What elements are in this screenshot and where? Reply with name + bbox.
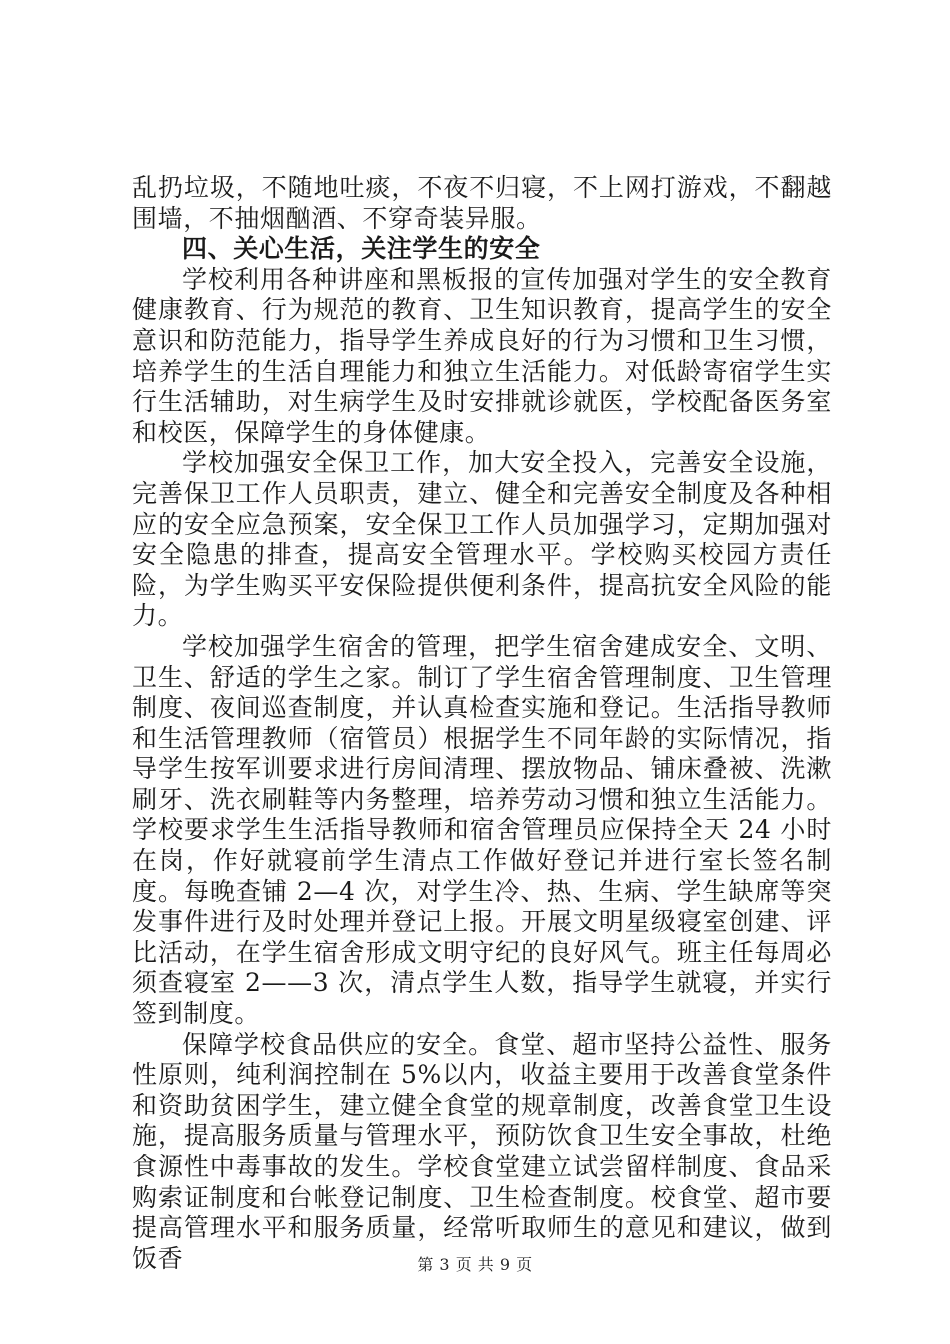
paragraph-security-work: 学校加强安全保卫工作，加大安全投入，完善安全设施，完善保卫工作人员职责，建立、健全和完善安全制度及各种相应的安全应急预案，安全保卫工作人员加强学习，定期加强对安全隐患的排查，提高安全管理水平。学校购买校园方责任险，为学生购买平安保险提供便利条件，提高抗安全风险的能力。 [132, 448, 832, 631]
paragraph-dormitory-management: 学校加强学生宿舍的管理，把学生宿舍建成安全、文明、卫生、舒适的学生之家。制订了学生宿舍管理制度、卫生管理制度、夜间巡查制度，并认真检查实施和登记。生活指导教师和生活管理教师（宿管员）根据学生不同年龄的实际情况，指导学生按军训要求进行房间清理、摆放物品、铺床叠被、洗漱刷牙、洗衣刷鞋等内务整理，培养劳动习惯和独立生活能力。学校要求学生生活指导教师和宿舍管理员应保持全天 24 小时在岗，作好就寝前学生清点工作做好登记并进行室长签名制度。每晚查铺 2—4 次，对学生冷、热、生病、学生缺席等突发事件进行及时处理并登记上报。开展文明星级寝室创建、评比活动，在学生宿舍形成文明守纪的良好风气。班主任每周必须查寝室 2——3 次，清点学生人数，指导学生就寝，并实行签到制度。 [132, 631, 832, 1029]
paragraph-food-safety: 保障学校食品供应的安全。食堂、超市坚持公益性、服务性原则，纯利润控制在 5%以内，收益主要用于改善食堂条件和资助贫困学生，建立健全食堂的规章制度，改善食堂卫生设施，提高服务质量与管理水平，预防饮食卫生安全事故，杜绝食源性中毒事故的发生。学校食堂建立试尝留样制度、食品采购索证制度和台帐登记制度、卫生检查制度。校食堂、超市要提高管理水平和服务质量，经常听取师生的意见和建议，做到饭香 [132, 1029, 832, 1273]
paragraph-safety-education: 学校利用各种讲座和黑板报的宣传加强对学生的安全教育健康教育、行为规范的教育、卫生知识教育，提高学生的安全意识和防范能力，指导学生养成良好的行为习惯和卫生习惯，培养学生的生活自理能力和独立生活能力。对低龄寄宿学生实行生活辅助，对生病学生及时安排就诊就医，学校配备医务室和校医，保障学生的身体健康。 [132, 264, 832, 447]
section-heading: 四、关心生活，关注学生的安全 [182, 234, 541, 264]
document-body [132, 173, 832, 1274]
page-number-footer: 第 3 页 共 9 页 [417, 1255, 533, 1274]
paragraph-continuation: 乱扔垃圾，不随地吐痰，不夜不归寝，不上网打游戏，不翻越围墙，不抽烟酗酒、不穿奇装异服。 [132, 173, 832, 233]
